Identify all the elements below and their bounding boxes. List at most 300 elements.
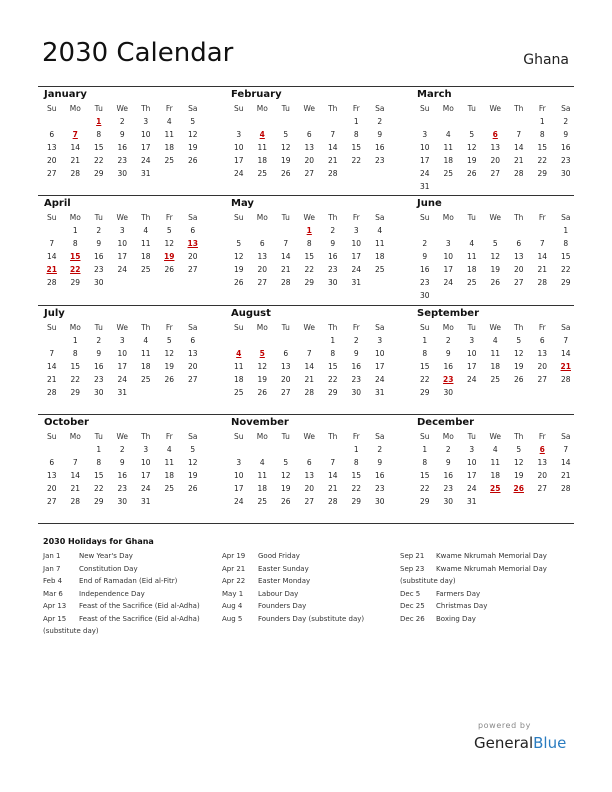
day-cell: 27 (46, 169, 57, 178)
day-cell: 24 (140, 484, 151, 493)
day-cell: 3 (119, 336, 125, 345)
day-cell: 11 (164, 130, 175, 139)
weekday-label: Sa (188, 104, 198, 113)
day-cell: 19 (490, 265, 501, 274)
month-september (413, 307, 579, 399)
day-cell: 30 (117, 497, 128, 506)
empty-cell (274, 334, 298, 347)
day-cell: 31 (117, 388, 128, 397)
day-cell: 4 (143, 226, 149, 235)
day-cell: 13 (304, 471, 315, 480)
day-cell: 13 (257, 252, 268, 261)
month-march (413, 88, 579, 193)
day-cell: 28 (327, 497, 338, 506)
day-cell: 15 (304, 252, 315, 261)
day-cell: 20 (513, 265, 524, 274)
day-cell: 15 (560, 252, 571, 261)
month-name: December (417, 417, 475, 428)
day-cell: 10 (466, 349, 477, 358)
holiday-name: Good Friday (258, 552, 300, 560)
weekday-label: Fr (165, 104, 173, 113)
day-cell: 7 (563, 445, 569, 454)
brand-blue: Blue (533, 734, 567, 752)
weekday-label: Sa (188, 323, 198, 332)
holiday-name: Kwame Nkrumah Memorial Day (436, 564, 547, 573)
day-cell: 8 (539, 130, 545, 139)
day-cell: 20 (46, 156, 57, 165)
weekday-label: Sa (375, 104, 385, 113)
weekday-label: Mo (256, 432, 268, 441)
day-cell: 1 (422, 336, 428, 345)
weekday-label: We (489, 323, 502, 332)
day-cell: 7 (516, 130, 522, 139)
day-cell: 4 (166, 445, 172, 454)
day-cell: 27 (537, 375, 548, 384)
empty-cell (484, 115, 508, 128)
holiday-entry (222, 588, 364, 601)
holiday-day: 21 (46, 265, 57, 274)
month-november (227, 416, 393, 508)
day-cell: 8 (96, 458, 102, 467)
empty-cell (274, 224, 298, 237)
day-cell: 14 (560, 349, 571, 358)
holiday-date: Aug 5 (222, 614, 243, 623)
day-cell: 15 (93, 143, 104, 152)
day-cell: 31 (419, 182, 430, 191)
day-cell: 20 (280, 375, 291, 384)
holiday-day: 25 (490, 484, 501, 493)
day-cell: 9 (96, 239, 102, 248)
day-cell: 16 (374, 471, 385, 480)
day-cell: 14 (327, 143, 338, 152)
weekday-label: Su (419, 432, 430, 441)
day-cell: 22 (70, 375, 81, 384)
day-cell: 21 (46, 375, 57, 384)
month-october (40, 416, 206, 508)
day-cell: 26 (280, 169, 291, 178)
holiday-name: Founders Day (258, 602, 307, 610)
day-cell: 25 (233, 388, 244, 397)
holiday-name: Kwame Nkrumah Memorial Day (436, 552, 547, 560)
holiday-day: 21 (560, 362, 571, 371)
empty-cell (40, 334, 64, 347)
weekday-label: We (303, 213, 316, 222)
day-cell: 10 (374, 349, 385, 358)
brand-logo[interactable] (474, 734, 566, 752)
day-cell: 19 (280, 484, 291, 493)
weekday-label: Fr (352, 213, 360, 222)
day-cell: 29 (351, 497, 362, 506)
day-cell: 8 (422, 349, 428, 358)
day-cell: 12 (257, 362, 268, 371)
day-cell: 29 (560, 278, 571, 287)
day-cell: 26 (187, 484, 198, 493)
day-cell: 9 (563, 130, 569, 139)
weekday-label: We (303, 323, 316, 332)
day-cell: 24 (117, 265, 128, 274)
month-february (227, 88, 393, 180)
day-cell: 16 (419, 265, 430, 274)
weekday-label: Mo (69, 432, 81, 441)
day-cell: 7 (306, 349, 312, 358)
day-cell: 10 (117, 349, 128, 358)
day-cell: 25 (466, 278, 477, 287)
empty-cell (40, 115, 64, 128)
weekday-label: Mo (69, 323, 81, 332)
weekday-label: Fr (165, 432, 173, 441)
day-cell: 16 (93, 252, 104, 261)
day-cell: 3 (236, 458, 242, 467)
month-name: November (231, 417, 289, 428)
day-cell: 3 (119, 226, 125, 235)
day-cell: 20 (46, 484, 57, 493)
day-cell: 17 (233, 484, 244, 493)
weekday-label: Th (514, 213, 524, 222)
day-cell: 17 (140, 471, 151, 480)
empty-cell (274, 115, 298, 128)
day-cell: 18 (257, 484, 268, 493)
weekday-label: Fr (538, 432, 546, 441)
holiday-date: Sep 21 (400, 552, 425, 560)
empty-cell (460, 115, 484, 128)
day-cell: 10 (140, 130, 151, 139)
day-cell: 31 (351, 278, 362, 287)
holiday-day: 22 (70, 265, 81, 274)
day-cell: 29 (537, 169, 548, 178)
holiday-day: 23 (443, 375, 454, 384)
empty-cell (64, 115, 88, 128)
day-cell: 23 (117, 156, 128, 165)
day-cell: 18 (490, 471, 501, 480)
day-cell: 12 (513, 349, 524, 358)
day-cell: 26 (280, 497, 291, 506)
weekday-label: Sa (561, 104, 571, 113)
day-cell: 17 (466, 362, 477, 371)
weekday-label: Mo (256, 213, 268, 222)
holiday-day: 26 (513, 484, 524, 493)
weekday-label: Tu (467, 432, 476, 441)
day-cell: 28 (46, 388, 57, 397)
day-cell: 19 (187, 143, 198, 152)
day-cell: 12 (233, 252, 244, 261)
empty-cell (40, 443, 64, 456)
weekday-label: Tu (281, 432, 290, 441)
empty-cell (298, 334, 322, 347)
country-name: Ghana (523, 52, 569, 68)
day-cell: 24 (233, 169, 244, 178)
weekday-label: Sa (375, 323, 385, 332)
day-cell: 13 (513, 252, 524, 261)
day-cell: 27 (280, 388, 291, 397)
day-cell: 22 (351, 156, 362, 165)
day-cell: 20 (490, 156, 501, 165)
holiday-name: Feast of the Sacrifice (Eid al-Adha) (79, 614, 200, 623)
empty-cell (321, 443, 345, 456)
day-cell: 22 (537, 156, 548, 165)
day-cell: 24 (374, 375, 385, 384)
weekday-label: Tu (94, 432, 103, 441)
day-cell: 12 (280, 471, 291, 480)
day-cell: 2 (353, 336, 359, 345)
day-cell: 8 (306, 239, 312, 248)
day-cell: 19 (164, 362, 175, 371)
day-cell: 31 (140, 497, 151, 506)
day-cell: 5 (516, 445, 522, 454)
holiday-date: Apr 13 (43, 602, 67, 610)
day-cell: 13 (187, 349, 198, 358)
holiday-entry (222, 563, 364, 576)
holiday-day: 7 (72, 130, 78, 139)
day-cell: 3 (377, 336, 383, 345)
day-cell: 6 (306, 458, 312, 467)
day-cell: 12 (513, 458, 524, 467)
day-cell: 30 (351, 388, 362, 397)
day-cell: 13 (304, 143, 315, 152)
day-cell: 21 (70, 484, 81, 493)
day-cell: 24 (351, 265, 362, 274)
day-cell: 29 (93, 497, 104, 506)
day-cell: 16 (374, 143, 385, 152)
weekday-label: We (489, 213, 502, 222)
day-cell: 3 (422, 130, 428, 139)
weekday-label: Th (514, 104, 524, 113)
day-cell: 1 (422, 445, 428, 454)
empty-cell (321, 115, 345, 128)
day-cell: 6 (516, 239, 522, 248)
weekday-label: Su (419, 104, 430, 113)
day-cell: 3 (143, 445, 149, 454)
day-cell: 1 (353, 445, 359, 454)
day-cell: 3 (445, 239, 451, 248)
holiday-date: Apr 22 (222, 577, 246, 585)
weekday-label: We (116, 323, 129, 332)
month-name: March (417, 89, 452, 100)
day-cell: 26 (164, 265, 175, 274)
day-cell: 28 (560, 484, 571, 493)
holiday-name: Christmas Day (436, 602, 488, 610)
day-cell: 24 (419, 169, 430, 178)
day-cell: 17 (117, 362, 128, 371)
day-cell: 23 (374, 156, 385, 165)
holiday-day: 6 (492, 130, 498, 139)
weekday-label: Mo (69, 104, 81, 113)
weekday-label: Sa (561, 323, 571, 332)
holiday-date: Sep 23 (400, 564, 425, 573)
day-cell: 1 (330, 336, 336, 345)
day-cell: 17 (419, 156, 430, 165)
day-cell: 11 (164, 458, 175, 467)
weekday-label: Th (141, 432, 151, 441)
holiday-entry (43, 588, 200, 601)
day-cell: 4 (166, 117, 172, 126)
month-january (40, 88, 206, 180)
weekday-label: Sa (188, 432, 198, 441)
day-cell: 25 (257, 497, 268, 506)
day-cell: 5 (469, 130, 475, 139)
month-name: January (44, 89, 87, 100)
day-cell: 18 (140, 252, 151, 261)
holiday-entry (400, 550, 547, 563)
day-cell: 4 (492, 445, 498, 454)
day-cell: 1 (539, 117, 545, 126)
weekday-label: Mo (256, 323, 268, 332)
day-cell: 9 (377, 130, 383, 139)
day-cell: 4 (492, 336, 498, 345)
day-cell: 3 (143, 117, 149, 126)
day-cell: 5 (190, 117, 196, 126)
day-cell: 10 (117, 239, 128, 248)
weekday-label: Su (46, 213, 57, 222)
day-cell: 29 (327, 388, 338, 397)
holiday-name: Farmers Day (436, 589, 481, 598)
weekday-label: Th (328, 432, 338, 441)
holiday-entry (43, 613, 200, 626)
day-cell: 15 (537, 143, 548, 152)
day-cell: 11 (466, 252, 477, 261)
day-cell: 13 (280, 362, 291, 371)
day-cell: 3 (469, 336, 475, 345)
day-cell: 11 (140, 349, 151, 358)
day-cell: 16 (327, 252, 338, 261)
day-cell: 4 (377, 226, 383, 235)
day-cell: 23 (374, 484, 385, 493)
empty-cell (437, 115, 461, 128)
weekday-label: Fr (538, 323, 546, 332)
day-cell: 10 (466, 458, 477, 467)
day-cell: 27 (537, 484, 548, 493)
day-cell: 27 (513, 278, 524, 287)
day-cell: 5 (283, 458, 289, 467)
holiday-name: (substitute day) (400, 577, 456, 585)
day-cell: 18 (443, 156, 454, 165)
day-cell: 24 (117, 375, 128, 384)
day-cell: 13 (537, 458, 548, 467)
weekday-label: Mo (442, 104, 454, 113)
day-cell: 22 (327, 375, 338, 384)
day-cell: 26 (513, 375, 524, 384)
day-cell: 21 (537, 265, 548, 274)
holiday-name: Constitution Day (79, 564, 138, 573)
weekday-label: Su (46, 432, 57, 441)
holiday-name: Labour Day (258, 589, 299, 598)
day-cell: 20 (304, 484, 315, 493)
weekday-label: Fr (352, 323, 360, 332)
day-cell: 16 (93, 362, 104, 371)
holiday-date: Apr 21 (222, 564, 246, 573)
month-name: June (417, 198, 442, 209)
holiday-day: 4 (236, 349, 242, 358)
month-name: August (231, 308, 271, 319)
day-cell: 9 (445, 349, 451, 358)
holiday-name: Founders Day (substitute day) (258, 614, 365, 623)
holiday-name: Easter Sunday (258, 564, 309, 573)
day-cell: 8 (96, 130, 102, 139)
holiday-day: 6 (539, 445, 545, 454)
day-cell: 12 (164, 349, 175, 358)
day-cell: 16 (117, 143, 128, 152)
day-cell: 1 (72, 336, 78, 345)
day-cell: 12 (187, 458, 198, 467)
day-cell: 15 (327, 362, 338, 371)
day-cell: 11 (374, 239, 385, 248)
day-cell: 26 (466, 169, 477, 178)
day-cell: 22 (560, 265, 571, 274)
day-cell: 20 (304, 156, 315, 165)
day-cell: 21 (513, 156, 524, 165)
day-cell: 25 (257, 169, 268, 178)
day-cell: 8 (353, 130, 359, 139)
day-cell: 27 (187, 265, 198, 274)
empty-cell (274, 443, 298, 456)
day-cell: 12 (466, 143, 477, 152)
day-cell: 11 (490, 349, 501, 358)
day-cell: 19 (513, 471, 524, 480)
day-cell: 11 (233, 362, 244, 371)
day-cell: 24 (443, 278, 454, 287)
holiday-entry (222, 550, 364, 563)
empty-cell (227, 224, 251, 237)
weekday-label: Tu (467, 104, 476, 113)
day-cell: 5 (283, 130, 289, 139)
day-cell: 17 (233, 156, 244, 165)
weekday-label: Th (141, 104, 151, 113)
month-april (40, 197, 206, 289)
day-cell: 9 (377, 458, 383, 467)
brand-general: General (474, 734, 534, 752)
weekday-label: Su (233, 432, 244, 441)
holidays-heading: 2030 Holidays for Ghana (43, 537, 154, 546)
empty-cell (40, 224, 64, 237)
day-cell: 1 (563, 226, 569, 235)
holiday-date: Jan 1 (43, 552, 61, 560)
day-cell: 13 (46, 471, 57, 480)
weekday-label: Th (141, 323, 151, 332)
page-title: 2030 Calendar (42, 38, 234, 68)
day-cell: 23 (327, 265, 338, 274)
weekday-label: Th (328, 213, 338, 222)
day-cell: 26 (490, 278, 501, 287)
day-cell: 5 (166, 336, 172, 345)
holiday-entry (222, 613, 364, 626)
day-cell: 10 (419, 143, 430, 152)
day-cell: 16 (117, 471, 128, 480)
day-cell: 28 (304, 388, 315, 397)
day-cell: 14 (537, 252, 548, 261)
day-cell: 2 (563, 117, 569, 126)
day-cell: 20 (537, 471, 548, 480)
day-cell: 24 (466, 375, 477, 384)
day-cell: 29 (419, 388, 430, 397)
day-cell: 30 (93, 388, 104, 397)
day-cell: 26 (187, 156, 198, 165)
day-cell: 19 (466, 156, 477, 165)
weekday-label: Fr (165, 323, 173, 332)
weekday-label: Fr (538, 104, 546, 113)
weekday-label: We (303, 432, 316, 441)
day-cell: 21 (70, 156, 81, 165)
day-cell: 2 (119, 117, 125, 126)
weekday-label: Tu (94, 323, 103, 332)
day-cell: 2 (96, 226, 102, 235)
day-cell: 8 (330, 349, 336, 358)
holiday-name: Independence Day (79, 589, 145, 598)
day-cell: 10 (351, 239, 362, 248)
day-cell: 14 (280, 252, 291, 261)
empty-cell (251, 115, 275, 128)
day-cell: 31 (140, 169, 151, 178)
divider (38, 305, 574, 306)
day-cell: 19 (257, 375, 268, 384)
